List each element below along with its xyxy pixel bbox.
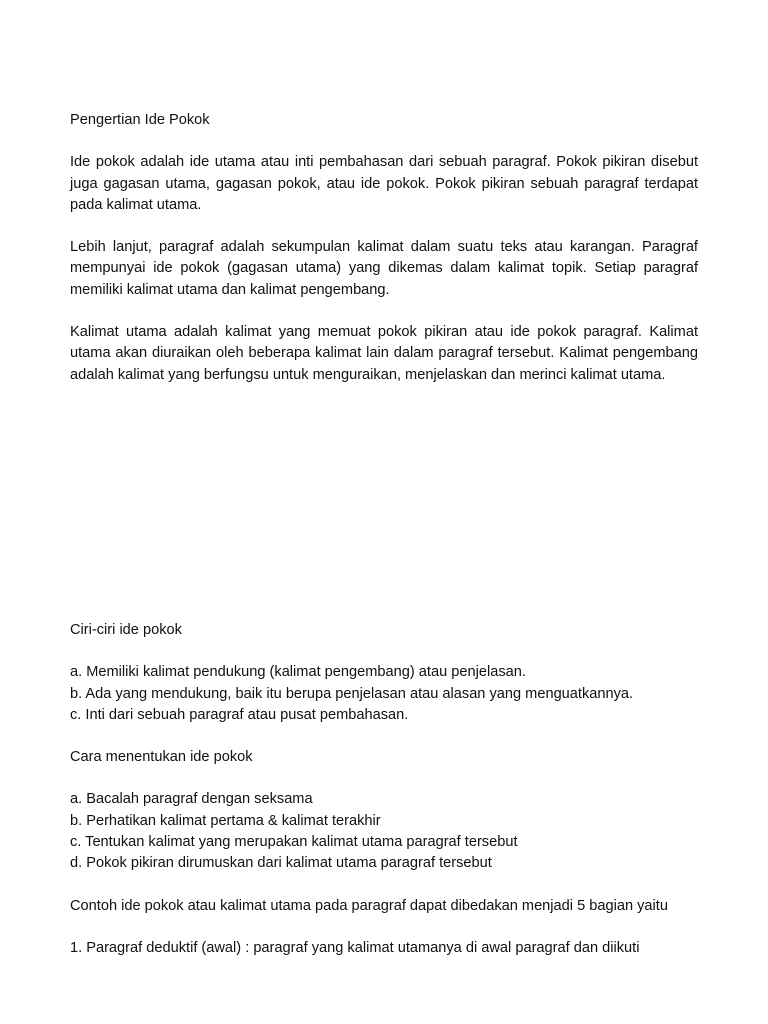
document-page xyxy=(70,110,698,959)
page-blank-space xyxy=(70,407,698,620)
paragraph-kalimat-utama: Kalimat utama adalah kalimat yang memuat pokok pikiran atau ide pokok paragraf. Kalimat utama akan diuraikan oleh beberapa kalimat lain dalam paragraf tersebut. Kalimat pengembang adalah kalimat yang berfungsu untuk menguraikan, menjelaskan dan merinci kalimat utama. xyxy=(70,324,698,383)
section-title-pengertian: Pengertian Ide Pokok xyxy=(70,112,210,128)
list-item: a. Memiliki kalimat pendukung (kalimat pengembang) atau penjelasan. xyxy=(70,664,526,681)
list-item: b. Perhatikan kalimat pertama & kalimat terakhir xyxy=(70,812,381,829)
list-item: d. Pokok pikiran dirumuskan dari kalimat utama paragraf tersebut xyxy=(70,855,492,872)
ciri-ciri-list xyxy=(70,662,698,726)
list-item: c. Tentukan kalimat yang merupakan kalimat utama paragraf tersebut xyxy=(70,834,518,851)
list-item: c. Inti dari sebuah paragraf atau pusat pembahasan. xyxy=(70,706,409,723)
paragraph-paragraf: Lebih lanjut, paragraf adalah sekumpulan kalimat dalam suatu teks atau karangan. Paragraf mempunyai ide pokok (gagasan utama) yang dikemas dalam kalimat topik. Setiap paragraf memiliki kalimat utama dan kalimat pengembang. xyxy=(70,239,698,298)
list-item: a. Bacalah paragraf dengan seksama xyxy=(70,791,313,808)
paragraph-contoh-intro: Contoh ide pokok atau kalimat utama pada paragraf dapat dibedakan menjadi 5 bagian yaitu xyxy=(70,897,668,914)
paragraph-definition: Ide pokok adalah ide utama atau inti pembahasan dari sebuah paragraf. Pokok pikiran disebut juga gagasan utama, gagasan pokok, atau ide pokok. Pokok pikiran sebuah paragraf terdapat pada kalimat utama. xyxy=(70,154,698,213)
section-title-cara-menentukan: Cara menentukan ide pokok xyxy=(70,749,253,766)
cara-menentukan-list xyxy=(70,789,698,874)
section-title-ciri-ciri: Ciri-ciri ide pokok xyxy=(70,621,182,638)
paragraph-deduktif: 1. Paragraf deduktif (awal) : paragraf yang kalimat utamanya di awal paragraf dan diikuti xyxy=(70,939,640,956)
list-item: b. Ada yang mendukung, baik itu berupa penjelasan atau alasan yang menguatkannya. xyxy=(70,685,634,702)
